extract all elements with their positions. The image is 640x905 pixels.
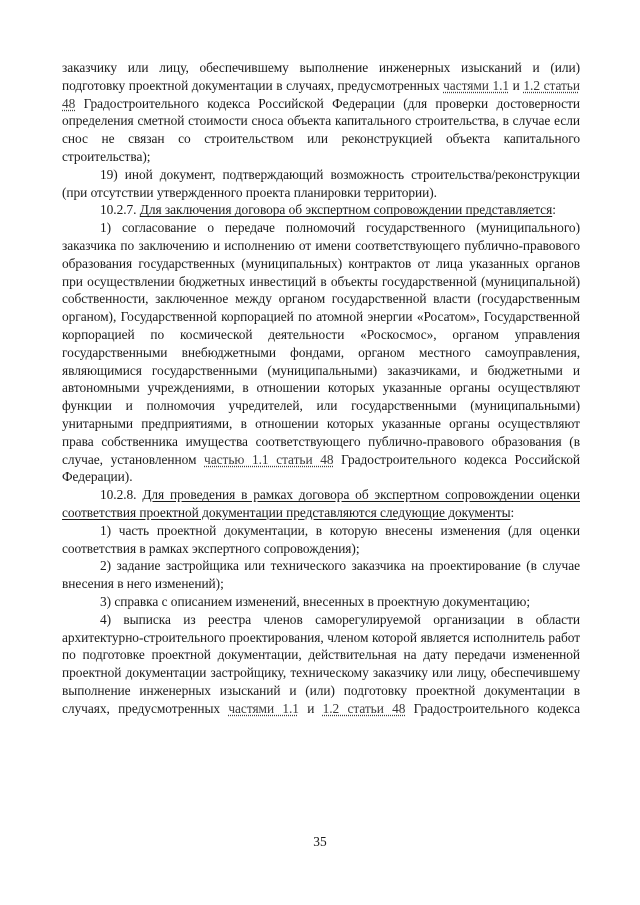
paragraph-item-4-extract: [62, 611, 580, 718]
link-chastyu-1-1-stati-48[interactable]: частью 1.1 статьи 48: [204, 451, 334, 467]
paragraph-item-3-reference: 3) справка с описанием изменений, внесенных в проектную документацию;: [100, 593, 531, 609]
section-10-2-8-heading: [62, 486, 580, 522]
section-10-2-7-heading: [62, 201, 580, 219]
section-10-2-8-title: Для проведения в рамках договора об экспертном сопровождении оценки соответствия проектной документации представляются следующие документы: [62, 487, 580, 520]
p4-text-a: согласование о передаче полномочий государственного (муниципального) заказчика по заключению и исполнению от имени соответствующего публично-правового образования государственных (муниципальных) контрактов от лица указанных органов при осуществлении бюджетных инвестиций в объекты государственной (муниципальной) собственности, заключенное между органом государственной власти (государственным органом), Государственной корпорацией по атомной энергии «Росатом», Государственной корпорацией по космической деятельности «Роскосмос», органом управления государственными внебюджетными фондами, органом местного самоуправления, являющимися государственными (муниципальными) заказчиками, и бюджетными и автономными учреждениями, в отношении которых указанные органы осуществляют функции и полномочия учредителей, или государственными (муниципальными) унитарными предприятиями, в отношении которых указанные органы осуществляют права собственника имущества соответствующего публично-правового образования (в случае, установленном: [62, 220, 580, 467]
paragraph-item-2-task: 2) задание застройщика или технического заказчика на проектирование (в случае внесения в него изменений);: [62, 558, 580, 592]
paragraph-continuation-p1: [62, 59, 580, 166]
p4-text-b: Градостроительного кодекса Российской Федерации).: [62, 451, 580, 485]
p9-text-b: и: [298, 700, 323, 716]
link-chastyami-1-1[interactable]: частями 1.1: [443, 77, 510, 93]
p9-text-c: Градостроительного кодекса: [405, 700, 580, 716]
section-10-2-7-title: Для заключения договора об экспертном сопровождении представляется: [139, 202, 553, 218]
document-page: [62, 59, 580, 717]
section-10-2-7-colon: :: [552, 202, 556, 218]
section-10-2-8-number: 10.2.8.: [100, 487, 143, 503]
section-10-2-7-number: 10.2.7.: [100, 202, 140, 218]
link-1-2-stati-48-b[interactable]: 1.2 статьи 48: [322, 700, 406, 716]
section-10-2-8-colon: :: [510, 504, 515, 520]
p4-number: 1): [100, 220, 122, 236]
paragraph-item-1-agreement: [62, 219, 580, 486]
p1-text-a: заказчику или лицу, обеспечившему выполнение инженерных изысканий и (или) подготовку проектной документации в случаях, предусмотренных: [62, 60, 580, 93]
p1-text-b: и: [509, 77, 524, 93]
paragraph-item-1-part: 1) часть проектной документации, в которую внесены изменения (для оценки соответствия в рамках экспертного сопровождения);: [62, 522, 580, 556]
p9-text-a: 4) выписка из реестра членов саморегулируемой организации в области архитектурно-строительного проектирования, членом которой является исполнитель работ по подготовке проектной документации, действительная на дату передачи измененной проектной документации застройщику, техническому заказчику или лицу, обеспечившему выполнение инженерных изысканий и (или) подготовку проектной документации в случаях, предусмотренных: [62, 611, 580, 716]
paragraph-item-19: 19) иной документ, подтверждающий возможность строительства/реконструкции (при отсутствии утвержденного проекта планировки территории).: [62, 166, 580, 200]
link-chastyami-1-1-b[interactable]: частями 1.1: [228, 700, 299, 716]
p1-text-c: Градостроительного кодекса Российской Федерации (для проверки достоверности определения сметной стоимости сноса объекта капитального строительства, в случае если снос не связан со строительством или реконструкцией объекта капитального строительства);: [62, 95, 580, 164]
link-1-2-stati-48[interactable]: 1.2 статьи 48: [62, 77, 580, 111]
page-number: 35: [313, 834, 327, 849]
